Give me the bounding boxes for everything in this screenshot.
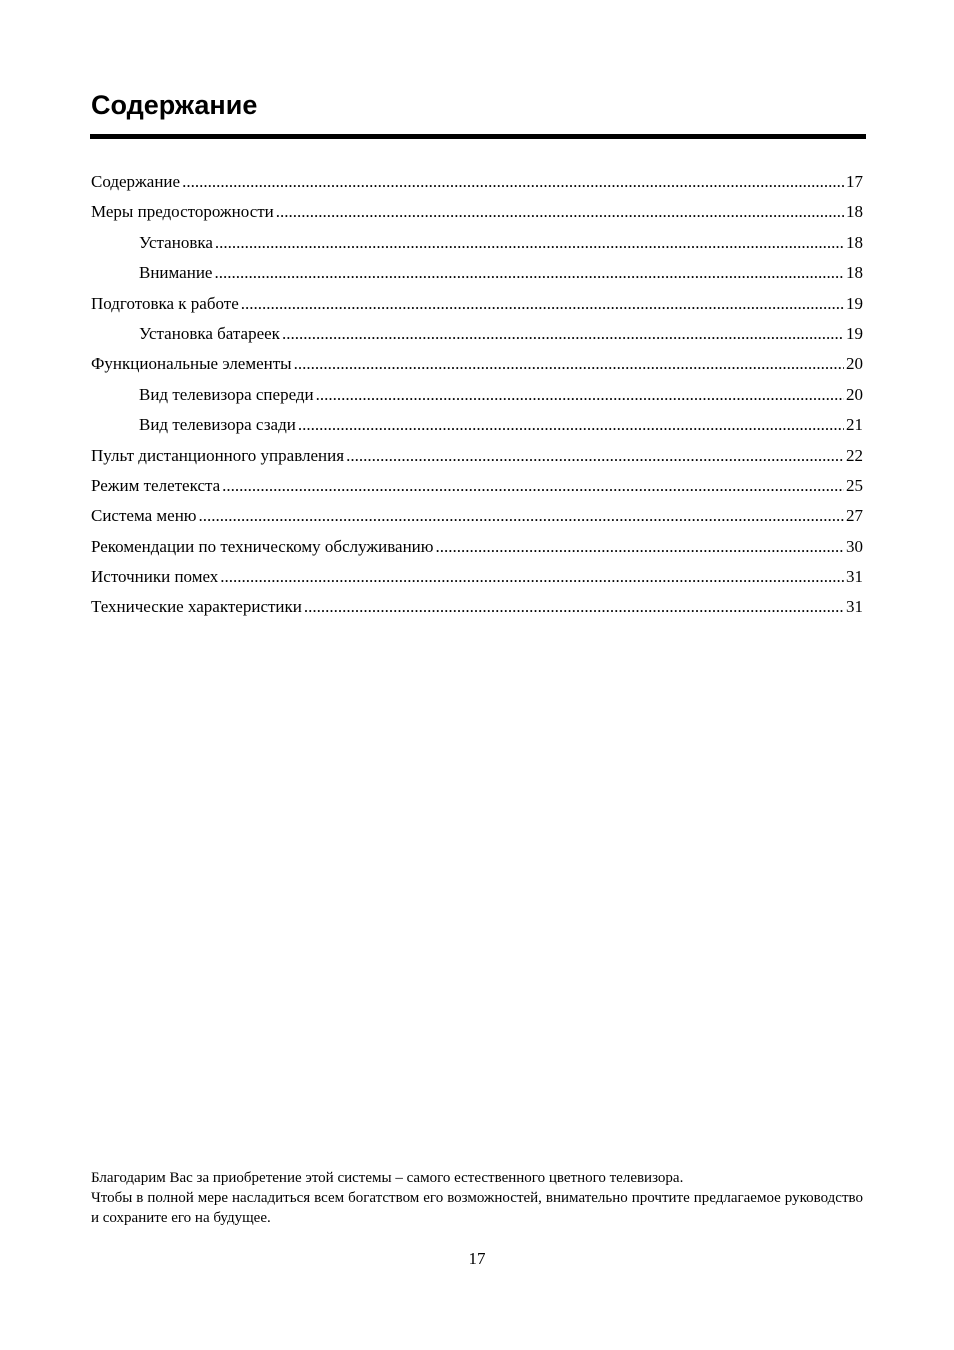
- toc-entry-title: Источники помех: [91, 567, 219, 587]
- toc-entry-page: 22: [846, 445, 863, 465]
- toc-leader-dots: [215, 228, 844, 258]
- toc-entry-title: Технические характеристики: [91, 597, 302, 617]
- toc-entry[interactable]: [91, 258, 863, 288]
- toc-entry-page: 18: [846, 232, 863, 252]
- page-title: Содержание: [91, 90, 258, 120]
- table-of-contents: [91, 167, 863, 623]
- toc-entry[interactable]: [91, 532, 863, 562]
- toc-entry-title: Рекомендации по техническому обслуживанию: [91, 536, 434, 556]
- toc-entry[interactable]: [91, 592, 863, 622]
- toc-entry-title: Установка батареек: [139, 323, 280, 343]
- toc-entry-page: 19: [846, 323, 863, 343]
- toc-entry[interactable]: [91, 501, 863, 531]
- toc-entry-page: 18: [846, 263, 863, 283]
- toc-entry-page: 17: [846, 172, 863, 191]
- toc-entry-page: 20: [846, 354, 863, 374]
- toc-entry-page: 27: [846, 506, 863, 526]
- toc-entry-title: Вид телевизора спереди: [139, 384, 314, 404]
- toc-entry[interactable]: [91, 197, 863, 227]
- toc-entry-page: 21: [846, 415, 863, 435]
- toc-leader-dots: [241, 289, 844, 319]
- toc-leader-dots: [435, 532, 844, 562]
- toc-entry[interactable]: [91, 471, 863, 501]
- toc-leader-dots: [316, 380, 844, 410]
- toc-entry-page: 18: [846, 202, 863, 222]
- toc-entry[interactable]: [91, 441, 863, 471]
- toc-leader-dots: [282, 319, 844, 349]
- toc-entry-title: Содержание: [91, 172, 181, 191]
- toc-leader-dots: [222, 471, 844, 501]
- thank-you-note: [91, 1168, 863, 1228]
- toc-leader-dots: [199, 501, 845, 531]
- toc-entry-title: Установка: [139, 232, 213, 252]
- toc-entry-page: 20: [846, 384, 863, 404]
- toc-entry[interactable]: [91, 380, 863, 410]
- page-number: 17: [468, 1249, 486, 1268]
- toc-leader-dots: [214, 258, 844, 288]
- toc-entry-title: Функциональные элементы: [91, 354, 292, 374]
- toc-entry-title: Подготовка к работе: [91, 293, 239, 313]
- toc-entry-page: 31: [846, 567, 863, 587]
- toc-entry[interactable]: [91, 228, 863, 258]
- toc-entry[interactable]: [91, 562, 863, 592]
- toc-leader-dots: [220, 562, 844, 592]
- instruction-line: Чтобы в полной мере насладиться всем богатством его возможностей, внимательно прочтите предлагаемое руководство и сохраните его на будущее.: [91, 1190, 863, 1226]
- toc-leader-dots: [276, 197, 844, 227]
- toc-entry-page: 31: [846, 597, 863, 617]
- toc-entry[interactable]: [91, 289, 863, 319]
- toc-entry-page: 30: [846, 536, 863, 556]
- toc-entry-page: 25: [846, 475, 863, 495]
- thank-you-line: Благодарим Вас за приобретение этой системы – самого естественного цветного телевизора.: [91, 1170, 684, 1186]
- toc-entry-title: Система меню: [91, 506, 197, 526]
- toc-leader-dots: [298, 410, 844, 440]
- toc-entry-title: Вид телевизора сзади: [139, 415, 296, 435]
- toc-entry-title: Внимание: [139, 263, 213, 283]
- toc-entry-title: Пульт дистанционного управления: [91, 445, 345, 465]
- toc-entry-page: 19: [846, 293, 863, 313]
- toc-entry[interactable]: [91, 167, 863, 197]
- toc-entry-title: Меры предосторожности: [91, 202, 274, 222]
- toc-leader-dots: [304, 592, 844, 622]
- toc-entry[interactable]: [91, 410, 863, 440]
- toc-entry[interactable]: [91, 349, 863, 379]
- toc-entry-title: Режим телетекста: [91, 475, 221, 495]
- toc-entry[interactable]: [91, 319, 863, 349]
- toc-leader-dots: [182, 167, 844, 197]
- title-divider: [90, 134, 866, 139]
- toc-leader-dots: [294, 349, 844, 379]
- toc-leader-dots: [346, 441, 844, 471]
